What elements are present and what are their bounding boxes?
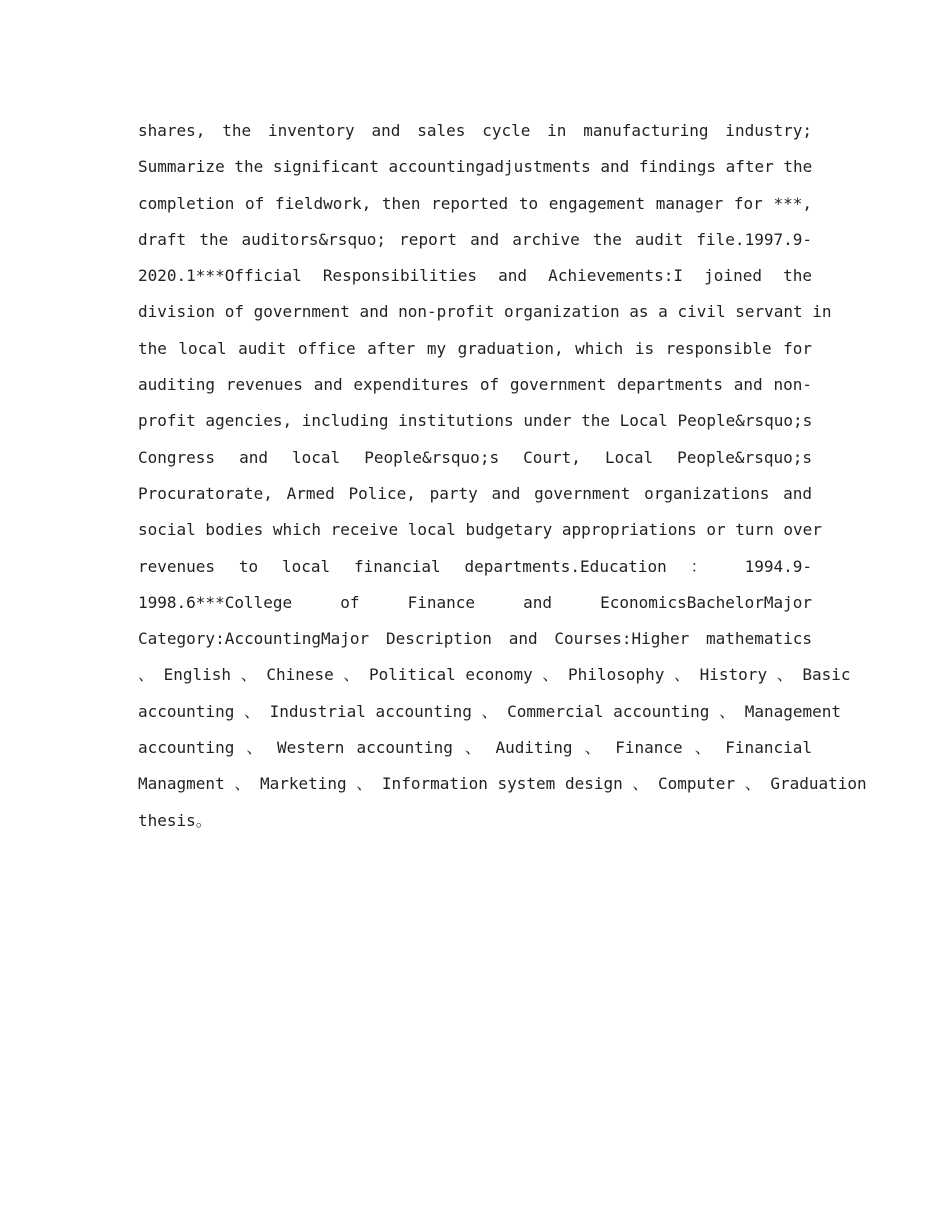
text-line: 2020.1***Official Responsibilities and Achievements:I joined the: [138, 266, 812, 286]
text-line: accounting 、 Industrial accounting 、 Commercial accounting 、 Management: [138, 701, 842, 721]
text-line: shares, the inventory and sales cycle in manufacturing industry;: [138, 121, 812, 140]
text-line: 、 English 、 Chinese 、 Political economy 、 Philosophy 、 History 、 Basic: [138, 665, 851, 685]
text-line: accounting 、 Western accounting 、 Auditing 、 Finance 、 Financial: [138, 738, 812, 758]
body-text: [138, 113, 867, 839]
text-line: Summarize the significant accountingadjustments and findings after the: [138, 157, 813, 177]
text-line: social bodies which receive local budgetary appropriations or turn over: [138, 520, 822, 540]
text-line: Category:AccountingMajor Description and Courses:Higher mathematics: [138, 629, 812, 649]
text-line: Congress and local People&rsquo;s Court, Local People&rsquo;s: [138, 447, 812, 467]
text-line: auditing revenues and expenditures of government departments and non-: [138, 375, 812, 395]
text-line: the local audit office after my graduation, which is responsible for: [138, 338, 812, 358]
text-line: completion of fieldwork, then reported to engagement manager for ***,: [138, 193, 812, 213]
text-line: revenues to local financial departments.Education ： 1994.9-: [138, 556, 812, 576]
text-line: draft the auditors&rsquo; report and archive the audit file.1997.9-: [138, 229, 812, 249]
text-line: Managment 、 Marketing 、 Information system design 、 Computer 、 Graduation: [138, 774, 867, 794]
text-line: thesis。: [138, 810, 212, 830]
text-line: profit agencies, including institutions under the Local People&rsquo;s: [138, 411, 813, 431]
text-line: 1998.6***College of Finance and EconomicsBachelorMajor: [138, 592, 812, 612]
text-line: division of government and non-profit organization as a civil servant in: [138, 302, 832, 322]
text-line: Procuratorate, Armed Police, party and government organizations and: [138, 483, 812, 503]
